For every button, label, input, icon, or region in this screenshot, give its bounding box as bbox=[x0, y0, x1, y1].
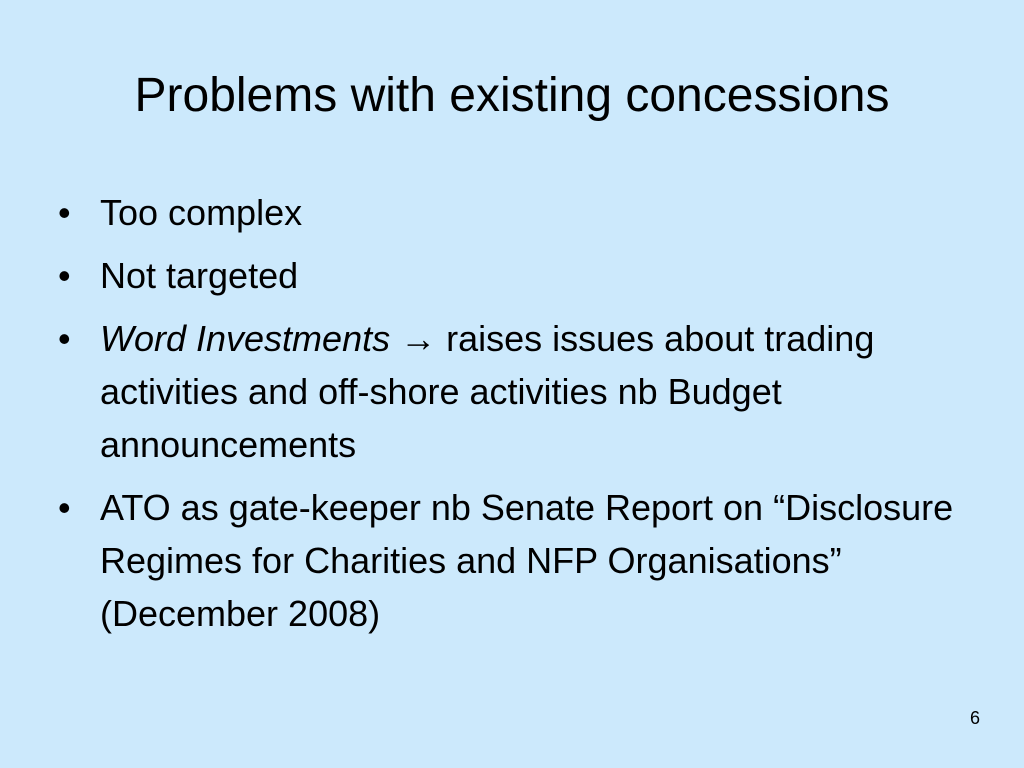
bullet-list bbox=[58, 186, 978, 650]
bullet-marker: • bbox=[58, 192, 71, 233]
bullet-text: raises issues about trading activities and off-shore activities nb Budget announcements bbox=[100, 318, 875, 465]
case-name: Word Investments bbox=[100, 318, 391, 359]
slide-title: Problems with existing concessions bbox=[134, 69, 890, 122]
bullet-item bbox=[58, 186, 978, 239]
bullet-marker: • bbox=[58, 487, 71, 528]
bullet-marker: • bbox=[58, 255, 71, 296]
bullet-text: ATO as gate-keeper nb Senate Report on “Disclosure Regimes for Charities and NFP Organisations” (December 2008) bbox=[100, 487, 954, 634]
page-number: 6 bbox=[969, 708, 980, 728]
bullet-item bbox=[58, 249, 978, 302]
arrow-icon: → bbox=[400, 318, 437, 359]
bullet-item bbox=[58, 312, 978, 471]
bullet-item bbox=[58, 481, 978, 640]
bullet-text: Too complex bbox=[100, 192, 303, 233]
bullet-text: Not targeted bbox=[100, 255, 299, 296]
bullet-marker: • bbox=[58, 318, 71, 359]
